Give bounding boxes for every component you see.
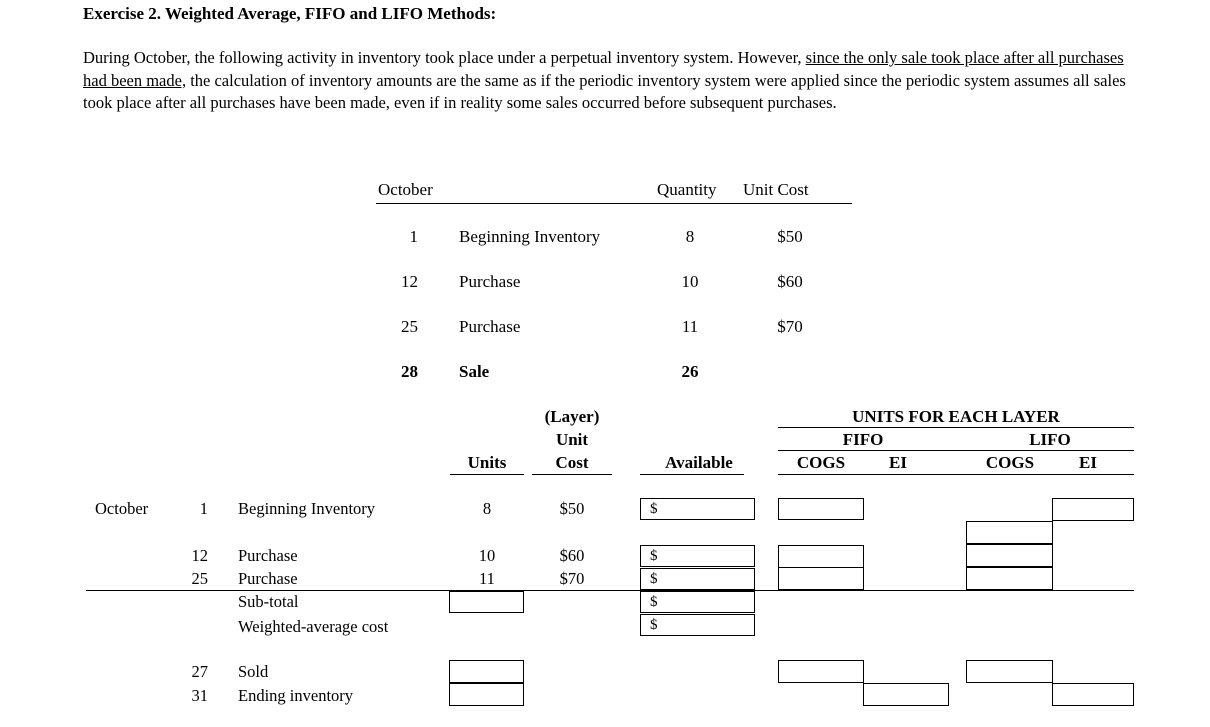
activity-unit-cost-header: Unit Cost — [743, 180, 809, 199]
subtotal-label: Sub-total — [238, 592, 299, 611]
units-ending-input[interactable] — [449, 683, 524, 706]
available-input-subtotal[interactable] — [640, 591, 755, 613]
units-each-layer-header: UNITS FOR EACH LAYER — [852, 407, 1060, 426]
units-header-rule — [450, 474, 524, 475]
fifo-ei-header: EI — [889, 453, 907, 472]
activity-desc: Purchase — [459, 317, 521, 336]
fifo-cogs-sold-input[interactable] — [778, 660, 864, 683]
layer-header-rule — [778, 474, 1134, 475]
layer-header: (Layer) — [544, 407, 600, 426]
activity-cost: $60 — [777, 272, 803, 291]
activity-header-rule — [376, 203, 852, 204]
fifo-ei-ending-input[interactable] — [863, 683, 949, 706]
fifo-lifo-rule — [778, 450, 1134, 451]
worksheet-month: October — [95, 499, 149, 518]
available-input-purchase-25[interactable] — [640, 568, 755, 590]
activity-qty: 11 — [681, 317, 699, 336]
worksheet-unit-cost: $70 — [559, 569, 585, 588]
units-subtotal-input[interactable] — [449, 591, 524, 613]
units-each-layer-rule — [778, 427, 1134, 428]
lifo-cogs-sold-input[interactable] — [966, 660, 1053, 683]
activity-day: 25 — [401, 317, 418, 336]
fifo-cogs-input-purchase-12[interactable] — [778, 545, 864, 568]
worksheet-units: 8 — [482, 499, 492, 518]
worksheet-row-label: Purchase — [238, 569, 298, 588]
wac-label: Weighted-average cost — [238, 617, 389, 636]
units-header: Units — [467, 453, 507, 472]
activity-month-header: October — [378, 180, 433, 199]
available-input-beginning[interactable] — [640, 498, 755, 520]
lifo-ei-header: EI — [1079, 453, 1097, 472]
exercise-title: Exercise 2. Weighted Average, FIFO and LIFO Methods: — [83, 4, 497, 23]
worksheet-row-label: Beginning Inventory — [238, 499, 376, 518]
activity-cost: $70 — [777, 317, 803, 336]
lifo-cogs-input-purchase-12[interactable] — [966, 544, 1053, 567]
available-header-rule — [640, 474, 744, 475]
worksheet-unit-cost: $50 — [559, 499, 585, 518]
fifo-cogs-header: COGS — [796, 453, 846, 472]
fifo-header: FIFO — [842, 430, 884, 449]
worksheet-units: 11 — [479, 569, 495, 588]
activity-desc: Purchase — [459, 272, 521, 291]
currency-symbol: $ — [650, 617, 658, 633]
fifo-cogs-input-beginning[interactable] — [778, 498, 864, 520]
available-input-purchase-12[interactable] — [640, 545, 755, 567]
activity-qty: 8 — [685, 227, 695, 246]
ending-day: 31 — [191, 686, 208, 705]
lifo-ei-input-beginning[interactable] — [1052, 498, 1134, 521]
intro-text-1: During October, the following activity in inventory took place under a perpetual inventory system. However, — [83, 48, 806, 67]
cost-header: Cost — [555, 453, 589, 472]
worksheet-day: 25 — [191, 569, 208, 588]
activity-day: 28 — [401, 362, 418, 381]
lifo-ei-ending-input[interactable] — [1052, 683, 1134, 706]
intro-text-2: the calculation of inventory amounts are the same as if the periodic inventory system were applied since the periodic system assumes all sales took place after all purchases have been made, even if in reality some sales occurred before subsequent purchases. — [83, 70, 1126, 112]
unit-header: Unit — [555, 430, 589, 449]
units-sold-input[interactable] — [449, 660, 524, 683]
cost-header-rule — [532, 474, 612, 475]
worksheet-units: 10 — [478, 546, 496, 565]
sold-day: 27 — [191, 662, 208, 681]
intro-underlined-text: since the only sale took place after all purchases had been made, — [83, 48, 1124, 90]
sold-label: Sold — [238, 662, 269, 681]
ending-label: Ending inventory — [238, 686, 354, 705]
activity-day: 1 — [409, 227, 418, 246]
lifo-cogs-input-purchase-25[interactable] — [966, 567, 1053, 590]
activity-desc: Beginning Inventory — [459, 227, 601, 246]
worksheet-day: 12 — [191, 546, 208, 565]
activity-desc: Sale — [459, 362, 490, 381]
activity-day: 12 — [401, 272, 418, 291]
subtotal-rule — [86, 590, 1134, 591]
worksheet-row-label: Purchase — [238, 546, 298, 565]
currency-symbol: $ — [650, 571, 658, 587]
currency-symbol: $ — [650, 594, 658, 610]
activity-qty: 10 — [681, 272, 699, 291]
currency-symbol: $ — [650, 548, 658, 564]
available-header: Available — [665, 453, 733, 472]
activity-quantity-header: Quantity — [657, 180, 717, 199]
worksheet-day: 1 — [199, 499, 208, 518]
lifo-cogs-header: COGS — [985, 453, 1035, 472]
activity-qty: 26 — [681, 362, 699, 381]
intro-paragraph — [83, 47, 1143, 115]
lifo-cogs-input-beginning[interactable] — [966, 521, 1053, 544]
currency-symbol: $ — [650, 501, 658, 517]
lifo-header: LIFO — [1029, 430, 1071, 449]
worksheet-unit-cost: $60 — [559, 546, 585, 565]
fifo-cogs-input-purchase-25[interactable] — [778, 567, 864, 590]
activity-cost: $50 — [777, 227, 803, 246]
available-input-wac[interactable] — [640, 614, 755, 636]
